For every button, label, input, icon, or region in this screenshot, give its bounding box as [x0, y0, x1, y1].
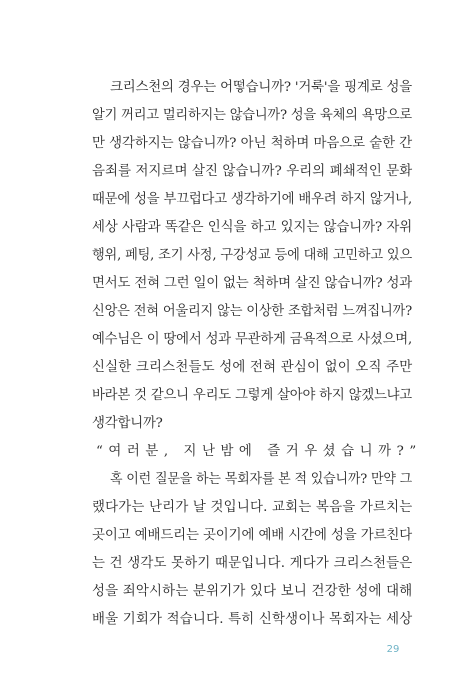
text-line: 신앙은 전혀 어울리지 않는 이상한 조합처럼 느껴집니까? — [92, 304, 412, 319]
text-line: 행위, 페팅, 조기 사정, 구강성교 등에 대해 고민하고 있으 — [92, 248, 412, 263]
text-line: 곳이고 예배드리는 곳이기에 예배 시간에 성을 가르친다 — [92, 528, 413, 543]
text-line: 예수님은 이 땅에서 성과 무관하게 금욕적으로 사셨으며, — [92, 332, 412, 347]
page-number: 29 — [386, 644, 400, 655]
text-line: 랬다가는 난리가 날 것입니다. 교회는 복음을 가르치는 — [92, 500, 413, 515]
text-line: 알기 꺼리고 멀리하지는 않습니까? 성을 육체의 욕망으로 — [92, 108, 412, 123]
text-line: 는 건 생각도 못하기 때문입니다. 게다가 크리스천들은 — [92, 556, 413, 571]
text-line: 크리스천의 경우는 어떻습니까? '거룩'을 핑계로 성을 — [110, 80, 413, 95]
text-line: 성을 죄악시하는 분위기가 있다 보니 건강한 성에 대해 — [92, 584, 413, 599]
text-line: 만 생각하지는 않습니까? 아닌 척하며 마음으로 숱한 간 — [92, 136, 413, 151]
text-line: 음죄를 저지르며 살진 않습니까? 우리의 폐쇄적인 문화 — [92, 164, 413, 179]
text-line: 바라본 것 같으니 우리도 그렇게 살아야 하지 않겠느냐고 — [92, 388, 412, 403]
text-line: 세상 사람과 똑같은 인식을 하고 있지는 않습니까? 자위 — [92, 220, 413, 235]
text-line: 신실한 크리스천들도 성에 전혀 관심이 없이 오직 주만 — [92, 360, 413, 375]
text-line: 면서도 전혀 그런 일이 없는 척하며 살진 않습니까? 성과 — [92, 276, 413, 291]
text-line: 배울 기회가 적습니다. 특히 신학생이나 목회자는 세상 — [92, 612, 413, 627]
text-line: 혹 이런 질문을 하는 목회자를 본 적 있습니까? 만약 그 — [110, 472, 412, 487]
quote-line: “여러분, 지난밤에 즐거우셨습니까?” — [96, 444, 422, 459]
text-line: 생각합니까? — [92, 416, 163, 431]
text-line: 때문에 성을 부끄럽다고 생각하기에 배우려 하지 않거나, — [92, 192, 412, 207]
